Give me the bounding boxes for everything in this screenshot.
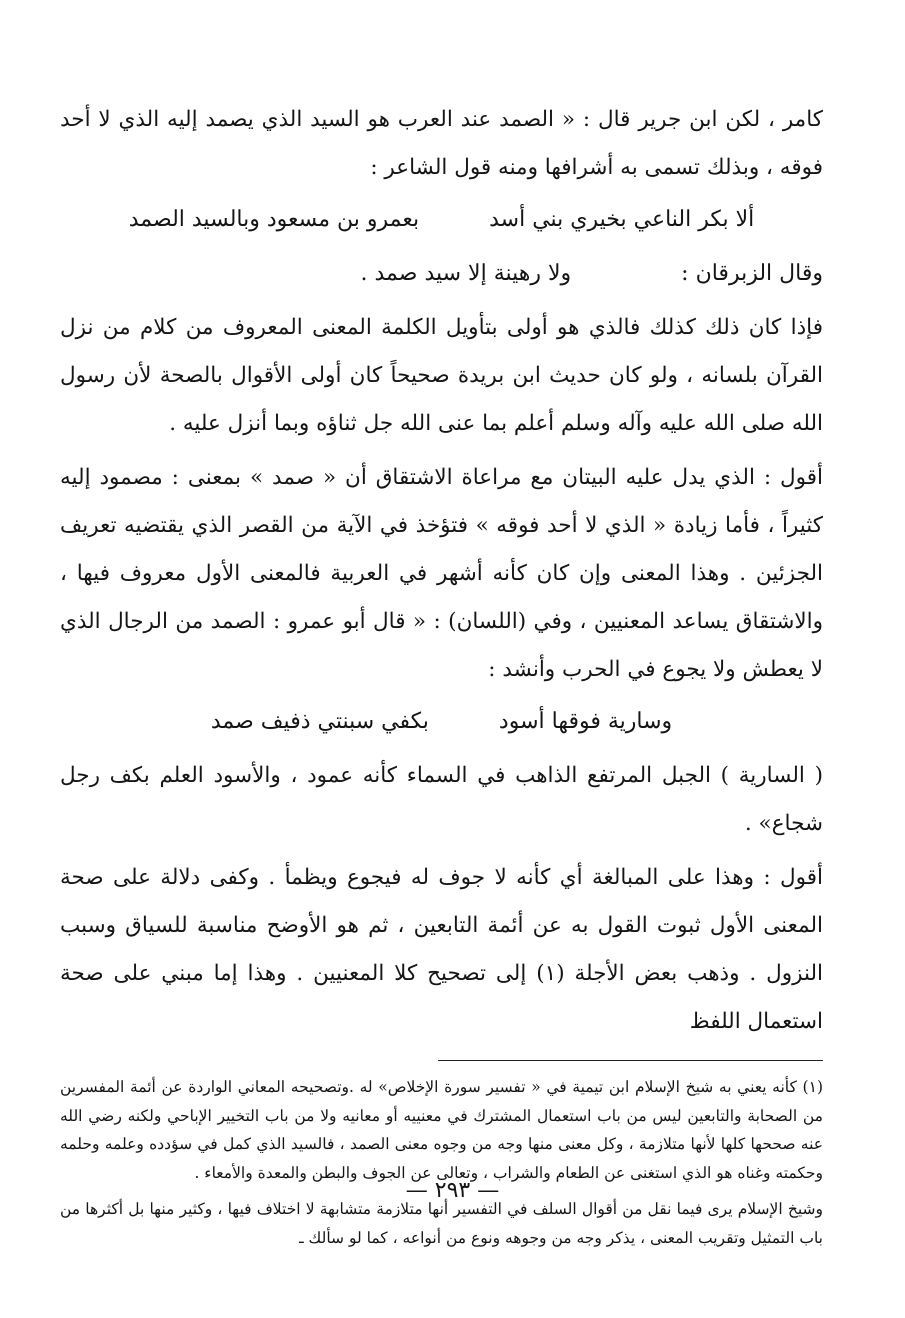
footnotes — [60, 1073, 823, 1252]
verse-2-text: ولا رهينة إلا سيد صمد . — [360, 261, 572, 286]
page-number: — ٢٩٣ — — [405, 1178, 500, 1203]
verse-3-right-hemistich: وسارية فوقها أسود — [498, 709, 673, 734]
paragraph-3: أقول : الذي يدل عليه البيتان مع مراعاة الاشتقاق أن « صمد » بمعنى : مصمود إليه كثيراً ، فأما زيادة « الذي لا أحد فوقه » فتؤخذ في الآية من القصر الذي يقتضيه تعريف الجزئين . وهذا المعنى وإن كان كأنه أشهر في العربية فالمعنى الأول معروف فيها ، والاشتقاق يساعد المعنيين ، وفي (اللسان) : « قال أبو عمرو : الصمد من الرجال الذي لا يعطش ولا يجوع في الحرب وأنشد : — [60, 465, 823, 682]
footnote-2: وشيخ الإسلام يرى فيما نقل من أقوال السلف في التفسير أنها متلازمة متشابهة لا اختلاف فيها ، وكثير منها بل أكثرها من باب التمثيل وتقريب المعنى ، يذكر وجه من وجوهه ونوع من أنواعه ، كما لو سألك ـ — [60, 1200, 823, 1247]
main-text — [60, 96, 823, 1046]
paragraph-1: كامر ، لكن ابن جرير قال : « الصمد عند العرب هو السيد الذي يصمد إليه الذي لا أحد فوقه ، وبذلك تسمى به أشرافها ومنه قول الشاعر : — [60, 107, 823, 180]
verse-2-label: وقال الزبرقان : — [681, 261, 823, 286]
verse-2 — [60, 250, 823, 298]
footnote-divider — [438, 1060, 823, 1061]
paragraph-4: ( السارية ) الجبل المرتفع الذاهب في السماء كأنه عمود ، والأسود العلم بكف رجل شجاع» . — [60, 763, 823, 836]
verse-1-left-hemistich: بعمرو بن مسعود وبالسيد الصمد — [128, 207, 420, 232]
verse-3 — [60, 698, 823, 746]
verse-1 — [60, 196, 823, 244]
verse-3-left-hemistich: بكفي سبنتي ذفيف صمد — [210, 709, 429, 734]
paragraph-5: أقول : وهذا على المبالغة أي كأنه لا جوف له فيجوع ويظمأ . وكفى دلالة على صحة المعنى الأول ثبوت القول به عن أئمة التابعين ، ثم هو الأوضح مناسبة للسياق وسبب النزول . وذهب بعض الأجلة (١) إلى تصحيح كلا المعنيين . وهذا إما مبني على صحة استعمال اللفظ — [60, 865, 824, 1034]
verse-1-right-hemistich: ألا بكر الناعي بخيري بني أسد — [489, 207, 755, 232]
footnote-1: (١) كأنه يعني به شيخ الإسلام ابن تيمية في « تفسير سورة الإخلاص» له .وتصحيحه المعاني الواردة عن أئمة المفسرين من الصحابة والتابعين ليس من باب استعمال المشترك في معنييه أو معانيه ولا من باب التخيير الإباحي ولكنه رضي الله عنه صححها كلها لأنها متلازمة ، وكل معنى منها وجه من وجوه معنى الصمد ، فالسيد الذي كمل في سؤدده وعلمه وحلمه وحكمته وغناه هو الذي استغنى عن الطعام والشراب ، وتعالى عن الجوف والبطن والمعدة والأمعاء . — [60, 1078, 823, 1182]
paragraph-2: فإذا كان ذلك كذلك فالذي هو أولى بتأويل الكلمة المعنى المعروف من كلام من نزل القرآن بلسانه ، ولو كان حديث ابن بريدة صحيحاً كان أولى الأقوال بالصحة لأن رسول الله صلى الله عليه وآله وسلم أعلم بما عنى الله جل ثناؤه وبما أنزل عليه . — [60, 315, 823, 436]
